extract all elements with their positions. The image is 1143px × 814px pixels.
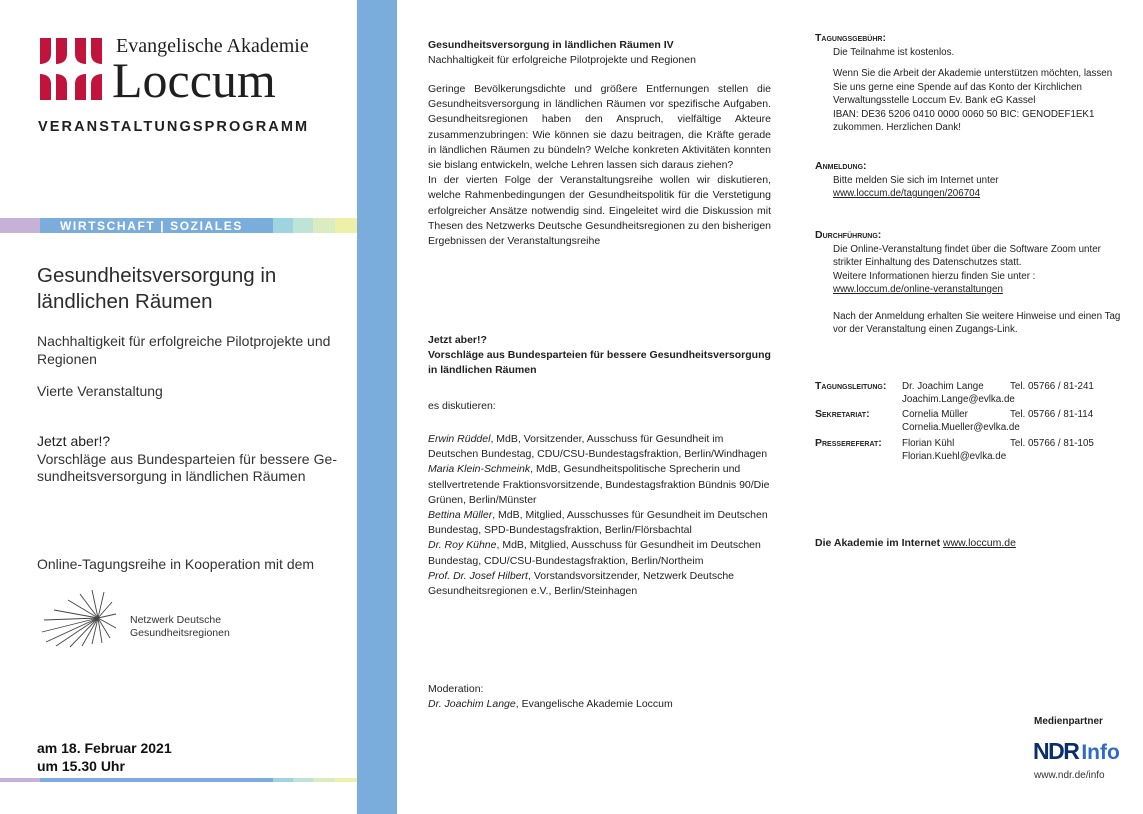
moderation (428, 682, 771, 712)
discussion-heading (428, 333, 771, 379)
logo-title: Loccum (112, 52, 276, 108)
bottom-color-band (0, 778, 357, 782)
moderation-label: Moderation: (428, 683, 484, 695)
contact-label: Sekretariat: (815, 408, 870, 420)
speaker-name: Maria Klein-Schmeink (428, 463, 531, 476)
contact-name: Florian Kühl (902, 438, 955, 449)
band-segment (273, 778, 293, 782)
category-label: WIRTSCHAFT | SOZIALES (60, 219, 243, 233)
network-name-line1: Netzwerk Deutsche (130, 614, 222, 626)
intro-text (428, 82, 771, 249)
contact-phone: Tel. 05766 / 81-241 (1010, 381, 1094, 392)
execution-heading: Durchführung: (815, 229, 882, 241)
speaker-desc: , Vorstandsvorsitzender, Netzwerk Deutsche Gesundheitsregionen e.V., Berlin/Steinhagen (428, 569, 734, 598)
internet-label: Die Akademie im Internet (815, 537, 941, 549)
donation-text: Wenn Sie die Arbeit der Akademie unterstützen möchten, lassen Sie uns gerne eine Spende auf das Konto der Kirchlichen Verwaltungsstelle Loccum Ev. Bank eG Kassel (833, 68, 1113, 106)
speaker-item (428, 432, 771, 462)
event-heading: Jetzt aber!? (37, 433, 111, 449)
band-segment (0, 218, 40, 233)
cooperation-text: Online-Tagungsreihe in Kooperation mit dem (37, 556, 315, 572)
edition-label: Vierte Veranstaltung (37, 383, 163, 399)
execution-note: Nach der Anmeldung erhalten Sie weitere Hinweise und einen Tag vor der Veranstaltung einen Zugangs-Link. (833, 310, 1121, 335)
speaker-desc: , MdB, Gesundheitspolitische Sprecherin und stellvertretende Fraktionsvorsitzende, Bundestagsfraktion Bündnis 90/Die Grünen, Berlin/Münster (428, 463, 770, 506)
media-partner-label: Medienpartner (1034, 716, 1103, 727)
band-segment (0, 778, 40, 782)
execution-section (815, 229, 1127, 337)
speaker-item (428, 508, 771, 538)
page-title: Gesundheitsversorgung in ländlichen Räumen (37, 264, 277, 313)
execution-text: Die Online-Veranstaltung findet über die Software Zoom unter strikter Einhaltung des Datenschutzes statt. (833, 243, 1101, 268)
speaker-item (428, 538, 771, 568)
event-date-day: am 18. Februar 2021 (37, 740, 172, 756)
band-segment (293, 778, 313, 782)
program-subtitle: Nachhaltigkeit für erfolgreiche Pilotprojekte und Regionen (428, 54, 696, 67)
speaker-name: Dr. Roy Kühne (428, 539, 497, 552)
ndr-logo-text: NDR (1033, 738, 1079, 764)
donation-iban: IBAN: DE36 5206 0410 0000 0060 50 BIC: GENODEF1EK1 (833, 108, 1095, 120)
registration-section (815, 160, 1127, 201)
contact-phone: Tel. 05766 / 81-114 (1010, 409, 1094, 420)
event-date (37, 739, 172, 775)
fee-heading: Tagungsgebühr: (815, 32, 886, 44)
band-segment (313, 778, 335, 782)
speaker-name: Bettina Müller (428, 509, 493, 522)
speaker-desc: , MdB, Vorsitzender, Ausschuss für Gesundheit im Deutschen Bundestag, CDU/CSU-Bundestagsfraktion, Berlin/Windhagen (428, 433, 768, 461)
band-segment (335, 218, 357, 233)
discussion-title: Jetzt aber!? (428, 334, 487, 346)
website-link[interactable]: www.loccum.de (943, 537, 1016, 549)
speaker-item (428, 462, 771, 508)
speaker-desc: , MdB, Mitglied, Ausschuss für Gesundheit im Deutschen Bundestag, CDU/CSU-Bundestagsfraktion, Berlin/Northeim (428, 539, 761, 567)
band-segment (273, 218, 293, 233)
fee-section (815, 32, 1127, 135)
band-segment (293, 218, 313, 233)
page-subtitle: Nachhaltigkeit für erfolgreiche Pilotprojekte und Regionen (37, 333, 331, 367)
contact-name: Cornelia Müller (902, 409, 968, 420)
contact-email[interactable]: Joachim.Lange@evlka.de (902, 394, 1015, 405)
network-name (130, 614, 230, 640)
moderator-name: Dr. Joachim Lange (428, 698, 516, 711)
band-segment (335, 778, 357, 782)
registration-link[interactable]: www.loccum.de/tagungen/206704 (833, 188, 981, 199)
loccum-logo-icon (38, 36, 104, 102)
contact-name: Dr. Joachim Lange (902, 381, 984, 392)
online-events-link[interactable]: www.loccum.de/online-veranstaltungen (833, 284, 1003, 295)
ndr-info-text: Info (1081, 741, 1120, 764)
discussion-subtitle: Vorschläge aus Bundesparteien für bessere Gesundheitsversorgung in ländlichen Räumen (428, 349, 771, 377)
speaker-desc: , MdB, Mitglied, Ausschusses für Gesundheit im Deutschen Bundestag, SPD-Bundestagsfraktion, Berlin/Flörsbachtal (428, 509, 768, 537)
contact-phone: Tel. 05766 / 81-105 (1010, 438, 1094, 449)
program-label: VERANSTALTUNGSPROGRAMM (38, 119, 310, 135)
band-segment (40, 778, 273, 782)
band-segment (313, 218, 335, 233)
intro-paragraph-2: In der vierten Folge der Veranstaltungsreihe wollen wir diskutieren, welche Rahmenbedingungen der Gesundheitspolitik für die Verstetigung erfolgreicher Ansätze notwendig sind. Eingeleitet wird die Diskussion mit Thesen des Netzwerks Deutsche Gesundheitsregionen zu den bisherigen Ergebnissen der Veranstaltungsreihe (428, 174, 771, 248)
registration-heading: Anmeldung: (815, 160, 867, 172)
contact-email[interactable]: Cornelia.Mueller@evlka.de (902, 422, 1020, 433)
intro-paragraph-1: Geringe Bevölkerungsdichte und größere Entfernungen stellen die Gesundheitsversorgung in ländlichen Räumen vor spezifische Aufgaben. Gesundheitsregionen haben den Anspruch, vielfältige Akteure zusammenzubringen: Wie können sie dazu beitragen, die Kräfte gerade in ländlichen Räumen zu bündeln? Welche konkreten Aktivitäten konnten sie bislang entwickeln, welche Lehren lassen sich daraus ziehen? (428, 83, 771, 172)
contact-label: Pressereferat: (815, 437, 882, 449)
ndr-info-logo (1033, 738, 1120, 768)
speaker-name: Prof. Dr. Josef Hilbert (428, 569, 528, 582)
fold-divider (357, 0, 397, 814)
logo-subtitle: Evangelische Akademie (116, 35, 309, 57)
ndr-url[interactable]: www.ndr.de/info (1034, 770, 1105, 781)
moderator-desc: , Evangelische Akademie Loccum (515, 698, 673, 711)
program-header (428, 38, 771, 68)
moderator (428, 697, 771, 712)
program-title: Gesundheitsversorgung in ländlichen Räumen IV (428, 39, 674, 51)
event-heading-sub: Vorschläge aus Bundesparteien für bessere Ge-sundheitsversorgung in ländlichen Räumen (37, 451, 337, 484)
speaker-list (428, 432, 771, 599)
donation-thanks: zukommen. Herzlichen Dank! (833, 122, 961, 133)
contact-label: Tagungsleitung: (815, 380, 887, 392)
execution-more: Weitere Informationen hierzu finden Sie unter : (833, 270, 1036, 282)
network-starburst-icon (40, 588, 120, 648)
event-date-time: um 15.30 Uhr (37, 758, 125, 774)
fee-text: Die Teilnahme ist kostenlos. (833, 46, 955, 58)
speaker-item (428, 569, 771, 599)
contact-email[interactable]: Florian.Kuehl@evlka.de (902, 451, 1007, 462)
internet-line (815, 537, 1016, 549)
discussants-label: es diskutieren: (428, 400, 496, 412)
speaker-name: Erwin Rüddel (428, 433, 491, 445)
network-name-line2: Gesundheitsregionen (130, 627, 230, 639)
registration-text: Bitte melden Sie sich im Internet unter (833, 174, 999, 186)
